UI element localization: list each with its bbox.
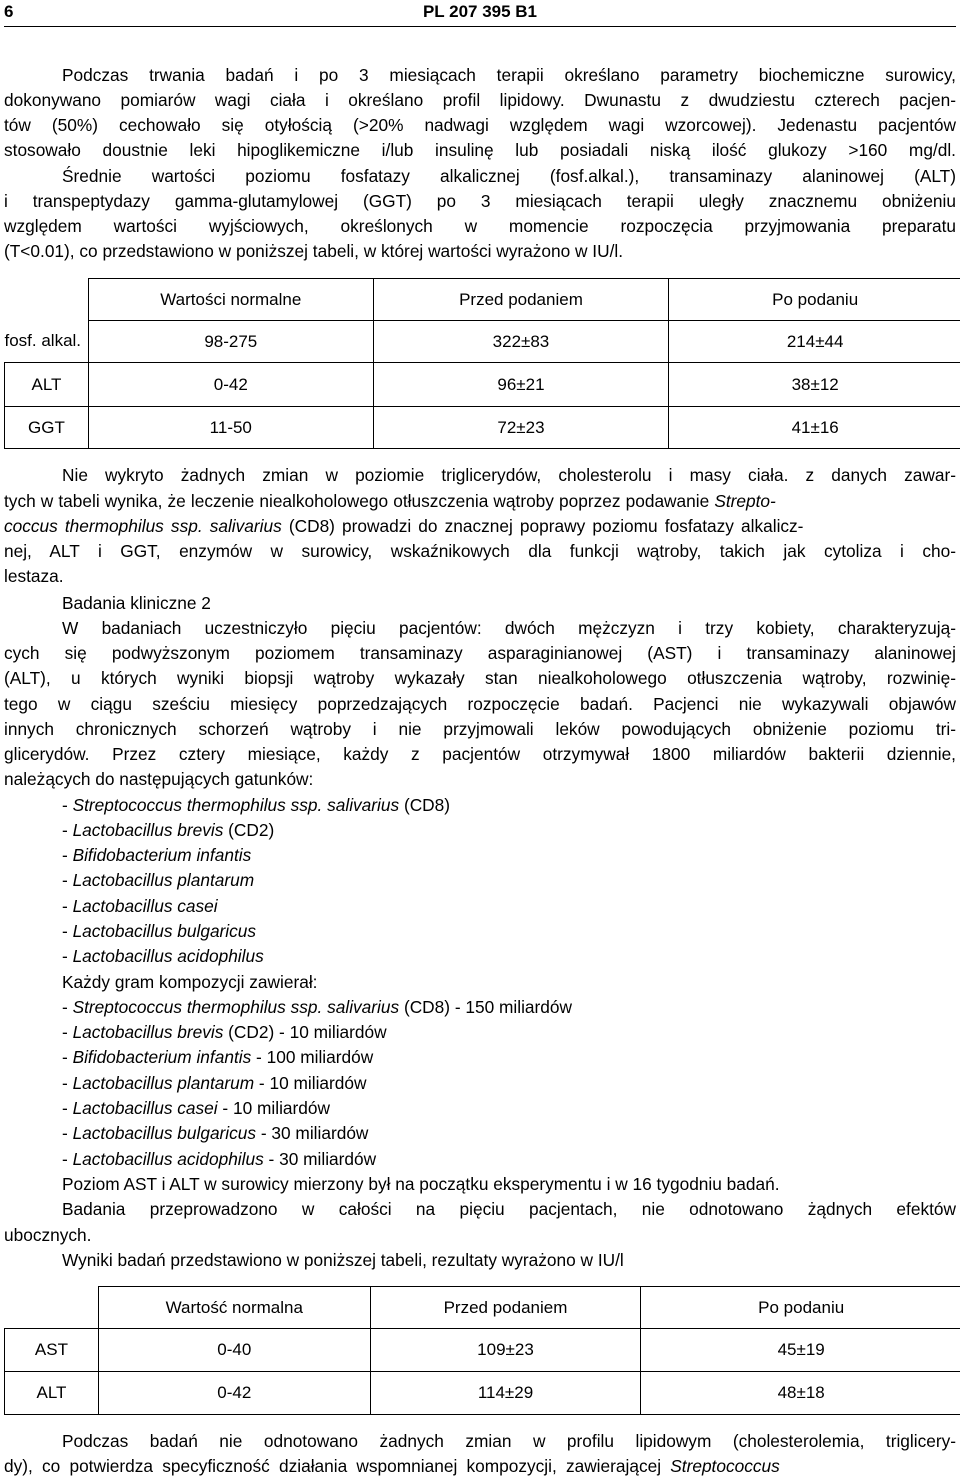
- list-item: - Lactobacillus brevis (CD2) - 10 miliardów: [62, 1022, 387, 1042]
- text-line: Podczas badań nie odnotowano żadnych zmian w profilu lipidowym (cholesterolemia, triglicery-: [62, 1431, 956, 1451]
- text-line: ubocznych.: [4, 1225, 92, 1245]
- list-item: - Lactobacillus brevis (CD2): [62, 820, 275, 840]
- species-name: Lactobacillus casei: [72, 896, 218, 916]
- species-name: Lactobacillus bulgaricus: [72, 1123, 257, 1143]
- text-line: Średnie wartości poziomu fosfatazy alkalicznej (fosf.alkal.), transaminazy alaninowej (ALT): [62, 166, 956, 186]
- text-line: (T<0.01), co przedstawiono w poniższej tabeli, w której wartości wyrażono w IU/l.: [4, 241, 624, 261]
- table-row: [5, 1372, 960, 1415]
- text-line: Badania przeprowadzono w całości na pięciu pacjentach, nie odnotowano żądnych efektów: [62, 1199, 956, 1219]
- list-item: - Bifidobacterium infantis: [62, 845, 252, 865]
- table-cell: 48±18: [641, 1372, 960, 1415]
- list-item: - Bifidobacterium infantis - 100 miliardów: [62, 1047, 374, 1067]
- text-line: nej, ALT i GGT, enzymów w surowicy, wskaźnikowych dla funkcji wątroby, takich jak cytoliza i cho-: [4, 541, 956, 561]
- table-cell: 11-50: [88, 407, 373, 449]
- table-row: [5, 1329, 960, 1372]
- page-number: 6: [4, 2, 14, 21]
- species-name: Bifidobacterium infantis: [72, 845, 252, 865]
- species-name: Streptococcus: [670, 1456, 780, 1476]
- text-line: [4, 1455, 956, 1477]
- list-item-suffix: (CD2): [223, 820, 275, 840]
- table-corner-cell: [5, 1287, 99, 1329]
- list-item: - Lactobacillus plantarum - 10 miliardów: [62, 1073, 367, 1093]
- table-row: [5, 363, 960, 407]
- text-line: należących do następujących gatunków:: [4, 769, 314, 789]
- list-item-suffix: (CD2) - 10 miliardów: [223, 1022, 387, 1042]
- text-line: glicerydów. Przez cztery miesiące, każdy z pacjentów otrzymywał 1800 miliardów bakterii dziennie,: [4, 744, 956, 764]
- list-item: - Lactobacillus acidophilus: [62, 946, 264, 966]
- text-line: [4, 515, 956, 537]
- table-cell: 0-42: [88, 363, 373, 407]
- species-name: Lactobacillus plantarum: [72, 1073, 255, 1093]
- table-row: [5, 321, 960, 363]
- list-item-suffix: - 10 miliardów: [217, 1098, 330, 1118]
- text-line: (ALT), u których wyniki biopsji wątroby wykazały stan niealkoholowego otłuszczenia wątroby, rozwinię-: [4, 668, 956, 688]
- list-item-suffix: (CD8) - 150 miliardów: [399, 997, 572, 1017]
- text-span: tych w tabeli wynika, że leczenie niealkoholowego otłuszczenia wątroby poprzez podawanie: [4, 491, 715, 511]
- species-name: Lactobacillus casei: [72, 1098, 218, 1118]
- list-item-suffix: - 100 miliardów: [251, 1047, 374, 1067]
- section-title: Badania kliniczne 2: [62, 593, 211, 613]
- paragraph-measurement: Poziom AST i ALT w surowicy mierzony był na początku eksperymentu i w 16 tygodniu badań.: [62, 1174, 780, 1194]
- text-line: stosowało doustnie leki hipoglikemiczne i/lub insulinę lub posiadali niską ilość glukozy >160 mg/dl.: [4, 140, 956, 160]
- table-cell: 38±12: [669, 363, 960, 407]
- table-header-cell: Po podaniu: [641, 1287, 960, 1329]
- list-item-suffix: (CD8): [399, 795, 451, 815]
- table-cell: 214±44: [669, 321, 960, 363]
- table-header-cell: Wartość normalna: [98, 1287, 370, 1329]
- table-row-label: GGT: [5, 407, 89, 449]
- page-header: [0, 0, 960, 28]
- text-line: tego w ciągu sześciu miesięcy poprzedzających rozpoczęcie badań. Pacjenci nie wykazywali objawów: [4, 694, 956, 714]
- species-name: Lactobacillus acidophilus: [72, 1149, 264, 1169]
- table-cell: 96±21: [373, 363, 669, 407]
- text-line: Podczas trwania badań i po 3 miesiącach terapii określano parametry biochemiczne surowicy,: [62, 65, 956, 85]
- species-name: Streptococcus thermophilus ssp. salivarius: [72, 997, 400, 1017]
- species-name: Strepto-: [714, 491, 776, 511]
- table-header-row: [5, 279, 960, 321]
- list-item: - Lactobacillus bulgaricus: [62, 921, 257, 941]
- table-header-cell: Wartości normalne: [88, 279, 373, 321]
- text-span: dy), co potwierdza specyficzność działania wspomnianej kompozycji, zawierającej: [4, 1456, 671, 1476]
- species-name: Lactobacillus brevis: [72, 820, 224, 840]
- species-name: Bifidobacterium infantis: [72, 1047, 252, 1067]
- table-row: [5, 407, 960, 449]
- list-item: - Streptococcus thermophilus ssp. salivarius (CD8) - 150 miliardów: [62, 997, 572, 1017]
- text-line: lestaza.: [4, 566, 64, 586]
- composition-intro: Każdy gram kompozycji zawierał:: [62, 972, 318, 992]
- table-row-label: ALT: [5, 1372, 99, 1415]
- text-line: Nie wykryto żadnych zmian w poziomie triglicerydów, cholesterolu i masy ciała. z danych zawar-: [62, 465, 956, 485]
- table-cell: 0-40: [98, 1329, 370, 1372]
- list-item: - Lactobacillus casei - 10 miliardów: [62, 1098, 330, 1118]
- text-line: dokonywano pomiarów wagi ciała i określano profil lipidowy. Dwunastu z dwudziestu czterech pacjen-: [4, 90, 956, 110]
- list-item: - Lactobacillus bulgaricus - 30 miliardów: [62, 1123, 369, 1143]
- table-cell: 98-275: [88, 321, 373, 363]
- table-header-cell: Przed podaniem: [370, 1287, 641, 1329]
- table-row-label: fosf. alkal.: [5, 321, 89, 363]
- enzyme-table: [4, 278, 960, 449]
- species-name: Lactobacillus bulgaricus: [72, 921, 257, 941]
- list-item-suffix: - 10 miliardów: [254, 1073, 367, 1093]
- text-line: cych się podwyższonym poziomem transaminazy asparaginianowej (AST) i transaminazy alaninowej: [4, 643, 956, 663]
- list-item: - Lactobacillus plantarum: [62, 870, 255, 890]
- list-item: - Streptococcus thermophilus ssp. salivarius (CD8): [62, 795, 451, 815]
- list-item-suffix: - 30 miliardów: [256, 1123, 369, 1143]
- table-header-cell: Po podaniu: [669, 279, 960, 321]
- table-cell: 114±29: [370, 1372, 641, 1415]
- text-line: tów (50%) cechowało się otyłością (>20% nadwagi względem wagi wzorcowej). Jedenastu pacjentów: [4, 115, 956, 135]
- list-item: - Lactobacillus acidophilus - 30 miliardów: [62, 1149, 377, 1169]
- text-line: W badaniach uczestniczyło pięciu pacjentów: dwóch mężczyzn i trzy kobiety, charakteryzują-: [62, 618, 956, 638]
- transaminase-table: [4, 1286, 960, 1415]
- table-header-row: [5, 1287, 960, 1329]
- table-cell: 322±83: [373, 321, 669, 363]
- table-cell: 0-42: [98, 1372, 370, 1415]
- list-item-suffix: - 30 miliardów: [263, 1149, 377, 1169]
- species-name: coccus thermophilus ssp. salivarius: [4, 516, 282, 536]
- table-cell: 109±23: [370, 1329, 641, 1372]
- text-line: względem wartości wyjściowych, określonych w momencie rozpoczęcia przyjmowania preparatu: [4, 216, 956, 236]
- species-name: Lactobacillus plantarum: [72, 870, 255, 890]
- text-line: [4, 490, 956, 512]
- text-span: (CD8) prowadzi do znacznej poprawy poziomu fosfatazy alkalicz-: [281, 516, 804, 536]
- text-line: i transpeptydazy gamma-glutamylowej (GGT) po 3 miesiącach terapii uległy znacznemu obniżeniu: [4, 191, 956, 211]
- species-name: Lactobacillus acidophilus: [72, 946, 264, 966]
- text-line: innych chronicznych schorzeń wątroby i nie przyjmowali leków powodujących obniżenie poziomu tri-: [4, 719, 956, 739]
- table-cell: 41±16: [669, 407, 960, 449]
- table-row-label: AST: [5, 1329, 99, 1372]
- table-row-label: ALT: [5, 363, 89, 407]
- patent-number: PL 207 395 B1: [422, 2, 538, 21]
- table-cell: 45±19: [641, 1329, 960, 1372]
- table-corner-cell: [5, 279, 89, 321]
- table-cell: 72±23: [373, 407, 669, 449]
- list-item: - Lactobacillus casei: [62, 896, 218, 916]
- header-rule: [4, 26, 956, 27]
- species-name: Lactobacillus brevis: [72, 1022, 224, 1042]
- table-header-cell: Przed podaniem: [373, 279, 669, 321]
- paragraph-table-intro: Wyniki badań przedstawiono w poniższej tabeli, rezultaty wyrażono w IU/l: [62, 1250, 624, 1270]
- species-name: Streptococcus thermophilus ssp. salivarius: [72, 795, 400, 815]
